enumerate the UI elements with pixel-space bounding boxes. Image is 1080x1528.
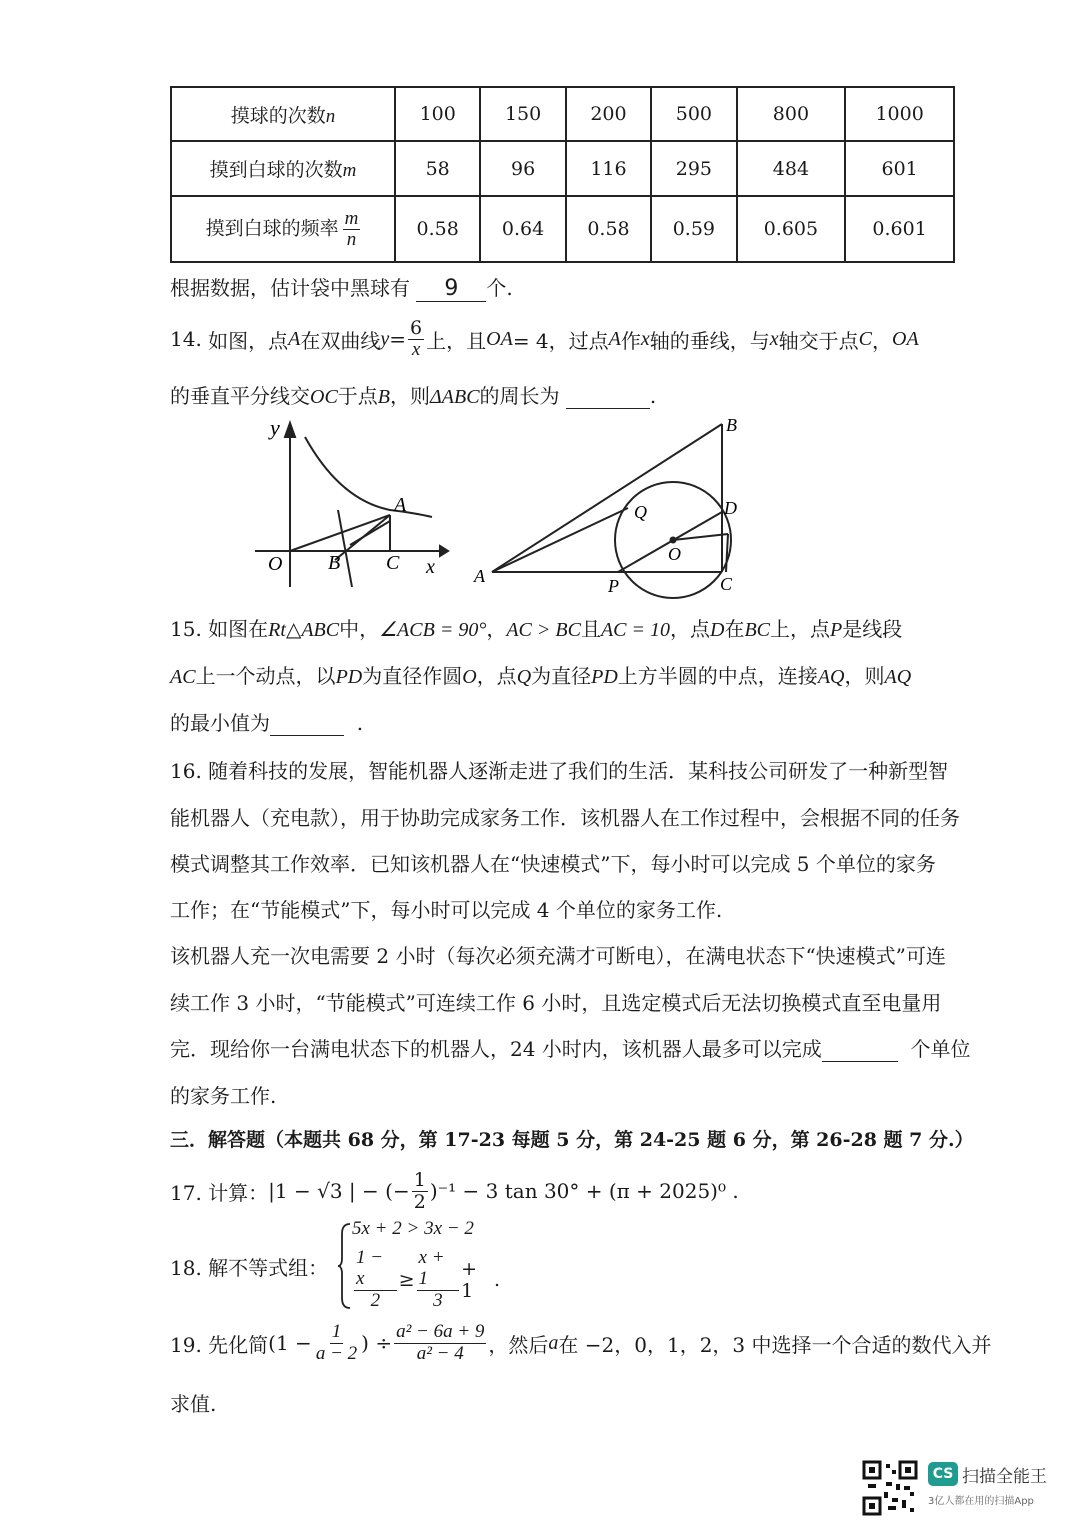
point-label: D: [724, 498, 737, 518]
table-row: [171, 196, 954, 262]
table-cell: 58: [395, 141, 480, 196]
point-label: A: [474, 566, 485, 586]
q19-line1: 19. 先化简 (1 − $\frac{1}{a - 2}$ ) ÷ $\frac{\text{a² − 6a + 9}}{\text{a² − 4}}$ ，然后 a 在 −2，0，1，2，3 中选择一个合适的数代入并: [170, 1321, 992, 1364]
table-cell: 500: [651, 87, 736, 141]
q16-line: 模式调整其工作效率．已知该机器人在“快速模式”下，每小时可以完成 5 个单位的家务: [170, 852, 936, 876]
table-cell: 0.59: [651, 196, 736, 262]
q19-line2: 求值.: [170, 1392, 217, 1416]
inequality-1: 5x + 2 > 3x − 2: [352, 1218, 474, 1239]
q15-line3: 的最小值为 .: [170, 711, 364, 735]
q16-line: 的家务工作.: [170, 1084, 277, 1108]
table-cell: 1000: [845, 87, 954, 141]
handwritten-answer: 9: [444, 276, 459, 301]
figure-triangle-circle: [470, 412, 750, 602]
qr-code-icon: [862, 1460, 918, 1516]
q16-line: 能机器人（充电款），用于协助完成家务工作．该机器人在工作过程中，会根据不同的任务: [170, 806, 960, 830]
answer-blank: [270, 711, 344, 736]
q16-line: 续工作 3 小时，“节能模式”可连续工作 6 小时，且选定模式后无法切换模式直至电量用: [170, 991, 942, 1015]
row-header: 摸到白球的次数m: [171, 141, 395, 196]
point-label: B: [726, 415, 737, 435]
table-cell: 100: [395, 87, 480, 141]
scanner-tagline: 3亿人都在用的扫描App: [928, 1496, 1034, 1507]
point-label: O: [268, 553, 283, 575]
table-cell: 0.58: [395, 196, 480, 262]
center-dot: [670, 537, 677, 544]
table-row: [171, 141, 954, 196]
q16-line: 工作；在“节能模式”下，每小时可以完成 4 个单位的家务工作.: [170, 898, 723, 922]
row-header: 摸球的次数n: [171, 87, 395, 141]
table-cell: 200: [566, 87, 651, 141]
table-cell: 601: [845, 141, 954, 196]
point-label: C: [386, 552, 400, 574]
point-label: C: [720, 574, 733, 594]
table-cell: 0.601: [845, 196, 954, 262]
q16-line: 完．现给你一台满电状态下的机器人，24 小时内，该机器人最多可以完成 个单位: [170, 1037, 971, 1061]
q13-conclusion: 根据数据，估计袋中黑球有 9 个.: [170, 276, 513, 301]
point-label: P: [608, 576, 619, 596]
point-label: Q: [634, 502, 647, 522]
table-cell: 150: [480, 87, 565, 141]
table-cell: 0.605: [737, 196, 846, 262]
point-label: B: [328, 552, 341, 574]
q14-line1: 14. 如图，点 A 在双曲线 y = $\frac{6}{x}$ 上，且 OA = 4，过点 A 作 x 轴的垂线，与 x 轴交于点 C ， OA: [170, 317, 919, 360]
section-title: 三．解答题（本题共 68 分，第 17-23 每题 5 分，第 24-25 题 6 分，第 26-28 题 7 分.）: [170, 1129, 974, 1151]
scanner-logo: CS: [928, 1462, 958, 1486]
table-cell: 0.58: [566, 196, 651, 262]
ball-frequency-table: [170, 86, 955, 263]
q16-line: 该机器人充一次电需要 2 小时（每次必须充满才可断电），在满电状态下“快速模式”可连: [170, 944, 946, 968]
q15-line1: 15. 如图在Rt△ABC中，∠ACB = 90°，AC > BC且AC = 10，点D在BC上，点P是线段: [170, 617, 903, 641]
row-header: 摸到白球的频率 $\frac{m}{n}$: [171, 196, 395, 262]
table-cell: 295: [651, 141, 736, 196]
table-cell: 116: [566, 141, 651, 196]
inequality-2: $\frac{1 - x}{2}$ ≥ $\frac{x + 1}{3}$ + 1 .: [356, 1247, 501, 1311]
q16-line: 16. 随着科技的发展，智能机器人逐渐走进了我们的生活．某科技公司研发了一种新型智: [170, 759, 949, 783]
point-label: A: [394, 494, 407, 516]
figure-hyperbola: [250, 415, 450, 590]
q18-label: 18. 解不等式组：: [170, 1256, 329, 1280]
point-label: O: [668, 544, 681, 564]
table-cell: 800: [737, 87, 846, 141]
axis-label: x: [426, 556, 435, 578]
table-cell: 96: [480, 141, 565, 196]
answer-blank: [566, 384, 650, 409]
inequality-system: [340, 1218, 500, 1314]
q17: 17. 计算： |1 − √3 | − (− $\frac{1}{2}$ )⁻¹ − 3 tan 30° + (π + 2025)⁰ .: [170, 1169, 739, 1213]
answer-blank: [416, 276, 486, 302]
table-cell: 0.64: [480, 196, 565, 262]
answer-blank: [822, 1037, 898, 1062]
q14-line2: 的垂直平分线交OC于点B，则ΔABC的周长为 .: [170, 384, 657, 408]
table-row: [171, 87, 954, 141]
q15-line2: AC上一个动点，以PD为直径作圆O，点Q为直径PD上方半圆的中点，连接AQ，则AQ: [170, 664, 912, 688]
table-cell: 484: [737, 141, 846, 196]
scanner-brand: 扫描全能王: [962, 1467, 1047, 1487]
axis-label: y: [270, 415, 280, 440]
